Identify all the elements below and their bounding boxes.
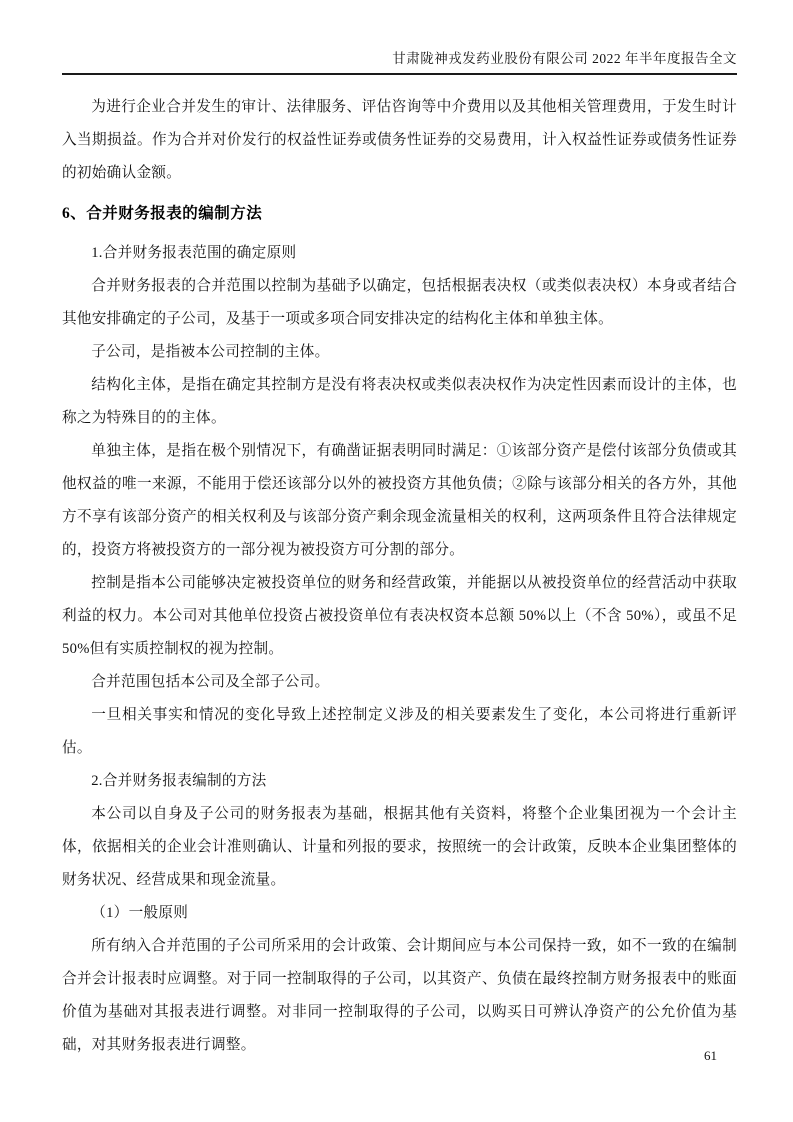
- paragraph: 控制是指本公司能够决定被投资单位的财务和经营政策，并能据以从被投资单位的经营活动中获取利益的权力。本公司对其他单位投资占被投资单位有表决权资本总额 50%以上（不含 50%），或虽不足50%但有实质控制权的视为控制。: [62, 575, 737, 657]
- paragraph: 子公司，是指被本公司控制的主体。: [91, 344, 330, 360]
- paragraph: 所有纳入合并范围的子公司所采用的会计政策、会计期间应与本公司保持一致，如不一致的在编制合并会计报表时应调整。对于同一控制取得的子公司，以其资产、负债在最终控制方财务报表中的账面价值为基础对其报表进行调整。对非同一控制取得的子公司，以购买日可辨认净资产的公允价值为基础，对其财务报表进行调整。: [62, 938, 737, 1053]
- paragraph-intro: 为进行企业合并发生的审计、法律服务、评估咨询等中介费用以及其他相关管理费用，于发生时计入当期损益。作为合并对价发行的权益性证券或债务性证券的交易费用，计入权益性证券或债务性证券的初始确认金额。: [62, 99, 737, 181]
- paragraph-subheading-1: 1.合并财务报表范围的确定原则: [91, 245, 297, 261]
- document-body: [62, 91, 737, 1062]
- report-header-title: 甘肃陇神戎发药业股份有限公司 2022 年半年度报告全文: [392, 51, 737, 66]
- page-number: 61: [704, 1048, 717, 1063]
- page-header: [62, 0, 737, 75]
- paragraph: 一旦相关事实和情况的变化导致上述控制定义涉及的相关要素发生了变化，本公司将进行重新评估。: [62, 707, 737, 756]
- paragraph: 合并范围包括本公司及全部子公司。: [91, 674, 330, 690]
- paragraph-subheading-2: 2.合并财务报表编制的方法: [91, 773, 267, 789]
- paragraph: 结构化主体，是指在确定其控制方是没有将表决权或类似表决权作为决定性因素而设计的主体，也称之为特殊目的的主体。: [62, 377, 737, 426]
- paragraph: 合并财务报表的合并范围以控制为基础予以确定，包括根据表决权（或类似表决权）本身或者结合其他安排确定的子公司，及基于一项或多项合同安排决定的结构化主体和单独主体。: [62, 278, 737, 327]
- paragraph-subheading-3: （1）一般原则: [91, 905, 189, 921]
- paragraph: 本公司以自身及子公司的财务报表为基础，根据其他有关资料，将整个企业集团视为一个会计主体，依据相关的企业会计准则确认、计量和列报的要求，按照统一的会计政策，反映本企业集团整体的财务状况、经营成果和现金流量。: [62, 806, 737, 888]
- section-heading: 6、合并财务报表的编制方法: [62, 205, 263, 222]
- paragraph: 单独主体，是指在极个别情况下，有确凿证据表明同时满足：①该部分资产是偿付该部分负债或其他权益的唯一来源，不能用于偿还该部分以外的被投资方其他负债；②除与该部分相关的各方外，其他方不享有该部分资产的相关权利及与该部分资产剩余现金流量相关的权利，这两项条件且符合法律规定的，投资方将被投资方的一部分视为被投资方可分割的部分。: [62, 443, 737, 558]
